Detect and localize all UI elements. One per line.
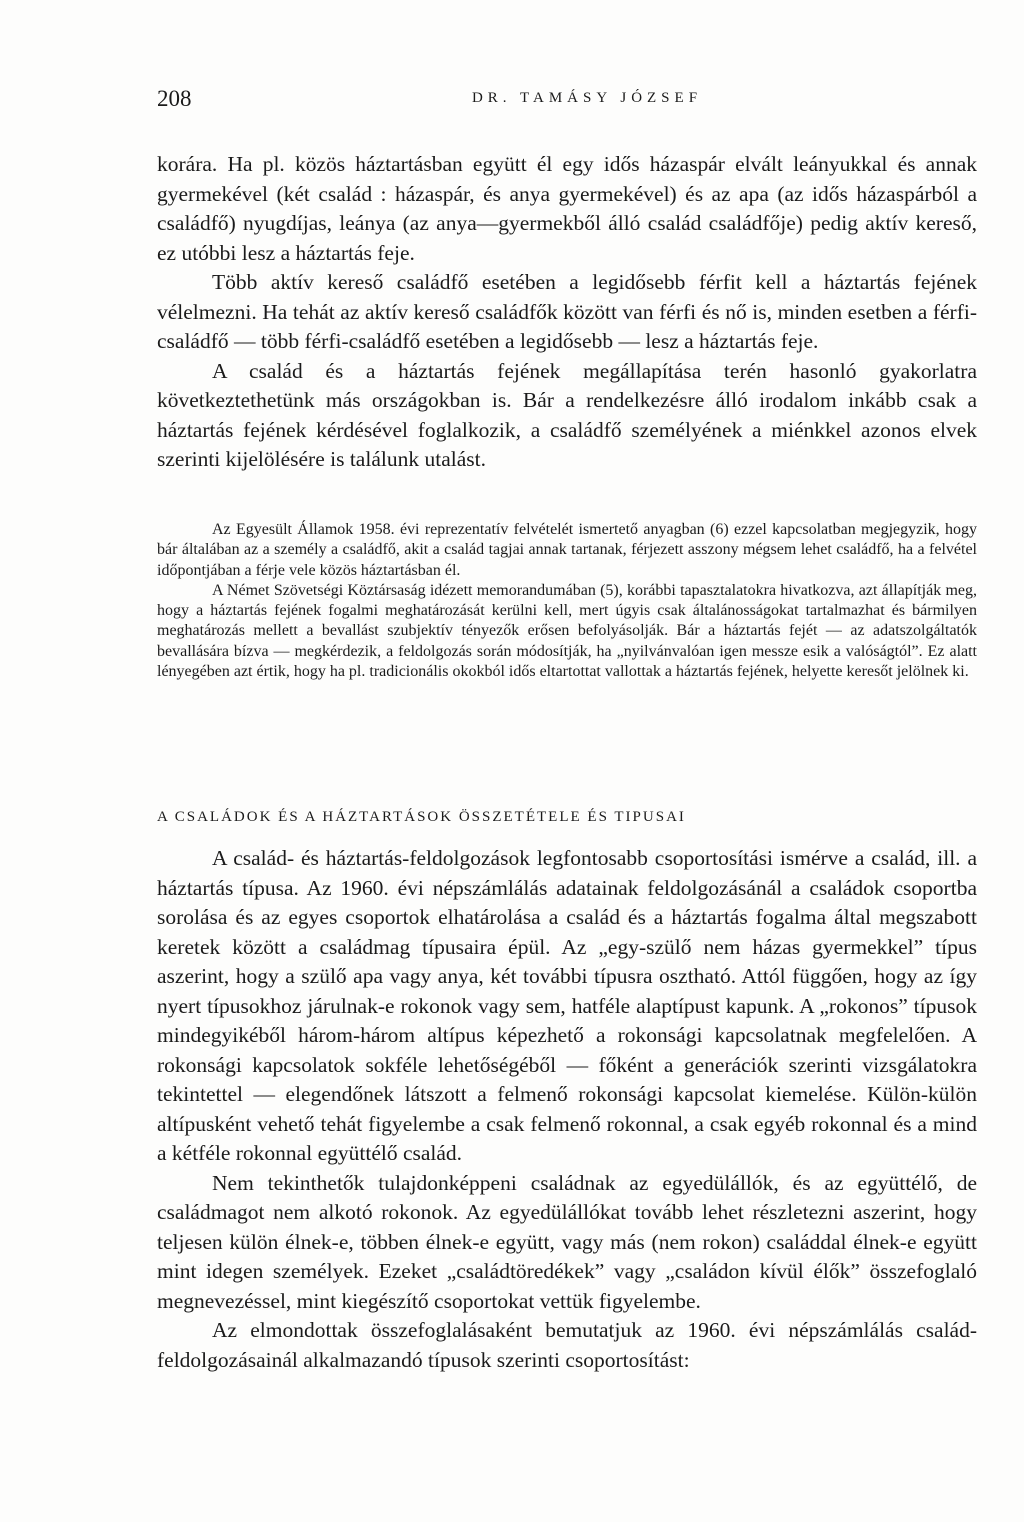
page-header bbox=[157, 86, 977, 116]
small-paragraph: Az Egyesült Államok 1958. évi reprezentatív felvételét ismertető anyagban (6) ezzel kapcsolatban megjegyzik, hogy bár általában az a személy a családfő, akit a család tagjai annak tartanak, férjezett asszony mégsem lehet családfő, ha a felvétel időpontjában a férje vele közös háztartásban él. bbox=[157, 521, 977, 579]
small-print-block bbox=[157, 520, 977, 682]
paragraph: Több aktív kereső családfő esetében a legidősebb férfit kell a háztartás fejének vélelmezni. Ha tehát az aktív kereső családfők között van férfi és nő is, minden esetben a férfi-családfő — több férfi-családfő esetében a legidősebb — lesz a háztartás feje. bbox=[157, 270, 977, 353]
body-text-block-2 bbox=[157, 844, 977, 1375]
paragraph: A család és a háztartás fejének megállapítása terén hasonló gyakorlatra következtethetünk más országokban is. Bár a rendelkezésre álló irodalom inkább csak a háztartás fejének kérdésével foglalkozik, a családfő személyének a miénkkel azonos elvek szerinti kijelölésére is találunk utalást. bbox=[157, 358, 977, 471]
running-head: DR. TAMÁSY JÓZSEF bbox=[471, 90, 703, 106]
paragraph: Az elmondottak összefoglalásaként bemutatjuk az 1960. évi népszámlálás család-feldolgozásainál alkalmazandó típusok szerinti csoportosítást: bbox=[157, 1318, 977, 1372]
paragraph: A család- és háztartás-feldolgozások legfontosabb csoportosítási ismérve a család, ill. a háztartás típusa. Az 1960. évi népszámlálás adatainak feldolgozásánál a családok csoportba sorolása és az egyes csoportok elhatárolása a család és a háztartás fogalma által megszabott keretek között a családmag típusaira épül. Az „egy-szülő nem házas gyermekkel” típus aszerint, hogy a szülő apa vagy anya, két további típusra osztható. Attól függően, hogy az így nyert típusokhoz járulnak-e rokonok vagy sem, hatféle alaptípust kapunk. A „rokonos” típusok mindegyikéből három-három altípus képezhető a rokonsági kapcsolatnak megfelelően. A rokonsági kapcsolatok sokféle lehetőségéből — főként a generációk szerinti vizsgálatokra tekintettel — elegendőnek látszott a felmenő rokonsági kapcsolat kiemelése. Külön-külön altípusként vehető tehát figyelembe a csak felmenő rokonnal, a csak egyéb rokonnal és a mind a kétféle rokonnal együttélő család. bbox=[157, 846, 977, 1165]
paragraph: korára. Ha pl. közös háztartásban együtt él egy idős házaspár elvált leányukkal és annak gyermekével (két család : házaspár, és anya gyermekével) és az apa (az idős házaspárból a családfő) nyugdíjas, leánya (az anya—gyermekből álló család családfője) pedig aktív kereső, ez utóbbi lesz a háztartás feje. bbox=[157, 152, 977, 265]
paragraph: Nem tekinthetők tulajdonképpeni családnak az egyedülállók, és az együttélő, de családmagot nem alkotó rokonok. Az egyedülállókat tovább lehet részletezni aszerint, hogy teljesen külön élnek-e, többen élnek-e együtt, vagy más (nem rokon) családdal élnek-e együtt mint idegen személyek. Ezeket „családtöredékek” vagy „családon kívül élők” összefoglaló megnevezéssel, mint kiegészítő csoportokat vettük figyelembe. bbox=[157, 1170, 977, 1313]
small-paragraph: A Német Szövetségi Köztársaság idézett memorandumában (5), korábbi tapasztalatokra hivatkozva, azt állapítják meg, hogy a háztartás fejének fogalmi meghatározását kerülni kell, mert úgyis csak általánosságokat tartalmazhat és bármilyen meghatározás mellett a bevallást szubjektív tényezők erősen befolyásolják. Bár a háztartás fejét — az adatszolgáltatók bevallására bízva — megkérdezik, a feldolgozás során módosítják, ha „nyilvánvalóan igen messze esik a valóságtól”. Ez alatt lényegében azt értik, hogy ha pl. tradicionális okokból idős eltartottat vallottak a háztartás fejének, helyette keresőt jelölnek ki. bbox=[157, 581, 977, 681]
body-text-block-1 bbox=[157, 150, 977, 475]
page-number: 208 bbox=[157, 86, 192, 111]
section-heading: A CSALÁDOK ÉS A HÁZTARTÁSOK ÖSSZETÉTELE ÉS TIPUSAI bbox=[157, 809, 686, 825]
